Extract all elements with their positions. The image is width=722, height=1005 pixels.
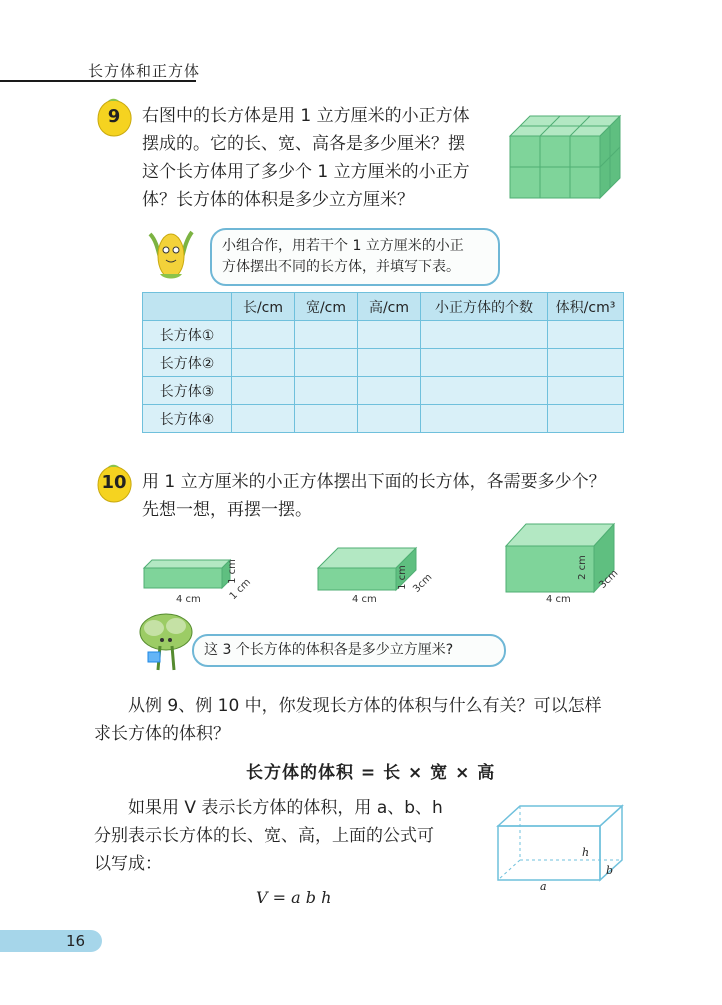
cuboid-4x3x1 (312, 540, 435, 602)
table-cell[interactable] (358, 405, 421, 433)
label-b: b (606, 864, 614, 877)
table-cell[interactable] (421, 405, 548, 433)
box3-width: 3cm (597, 567, 621, 592)
box1-width: 1 cm (227, 576, 254, 603)
table-cell[interactable] (421, 321, 548, 349)
box3-length: 4 cm (546, 594, 571, 605)
table-header-row (143, 293, 624, 321)
table-header: 长/cm (232, 293, 295, 321)
table-header: 体积/cm³ (548, 293, 624, 321)
table-cell[interactable] (232, 321, 295, 349)
chapter-title: 长方体和正方体 (88, 62, 201, 80)
cube-stack-figure (506, 112, 630, 204)
table-cell[interactable] (548, 349, 624, 377)
table-cell[interactable] (295, 321, 358, 349)
label-h: h (582, 846, 590, 859)
table-cell[interactable] (548, 405, 624, 433)
table-cell[interactable] (232, 349, 295, 377)
discussion-text: 从例 9、例 10 中，你发现长方体的体积与什么有关？可以怎样 求长方体的体积？ (94, 696, 602, 744)
volume-formula: 长方体的体积 = 长 × 宽 × 高 (246, 763, 496, 783)
table-cell[interactable] (232, 405, 295, 433)
hint-bubble-9: 小组合作，用若干个 1 立方厘米的小正 方体摆出不同的长方体，并填写下表。 (210, 228, 500, 286)
table-cell[interactable] (358, 321, 421, 349)
example-9-text: 右图中的长方体是用 1 立方厘米的小正方体 摆成的。它的长、宽、高各是多少厘米？摆 这个长方体用了多少个 1 立方厘米的小正方 体？长方体的体积是多少立方厘米？ (142, 106, 470, 210)
table-header (143, 293, 232, 321)
table-cell[interactable] (421, 349, 548, 377)
table-cell[interactable] (295, 349, 358, 377)
cuboid-table (142, 292, 624, 433)
row-label: 长方体② (143, 349, 232, 377)
table-cell[interactable] (358, 349, 421, 377)
header-rule (0, 80, 196, 82)
example-9-badge: 9 (94, 98, 134, 138)
table-cell[interactable] (295, 377, 358, 405)
table-cell[interactable] (421, 377, 548, 405)
table-cell[interactable] (548, 321, 624, 349)
box3-height: 2 cm (576, 555, 588, 580)
table-cell[interactable] (232, 377, 295, 405)
table-row (143, 349, 624, 377)
page-number-tab (0, 930, 102, 952)
corn-mascot-icon (142, 224, 208, 284)
box2-length: 4 cm (352, 594, 377, 605)
table-header: 宽/cm (295, 293, 358, 321)
table-cell[interactable] (295, 405, 358, 433)
example-10-badge: 10 (94, 464, 134, 504)
table-header: 高/cm (358, 293, 421, 321)
row-label: 长方体① (143, 321, 232, 349)
box2-height: 1 cm (396, 565, 408, 590)
label-a: a (540, 880, 547, 893)
wireframe-cuboid (492, 800, 632, 894)
box1-length: 4 cm (176, 594, 201, 605)
table-row (143, 377, 624, 405)
letters-text: 如果用 V 表示长方体的体积，用 a、b、h 分别表示长方体的长、宽、高，上面的公式可 以写成： (94, 798, 443, 874)
box1-height: 1 cm (226, 559, 238, 584)
table-row (143, 405, 624, 433)
table-header: 小正方体的个数 (421, 293, 548, 321)
row-label: 长方体③ (143, 377, 232, 405)
letter-formula: V = a b h (256, 888, 332, 907)
table-row (143, 321, 624, 349)
table-cell[interactable] (358, 377, 421, 405)
vegetable-mascot-icon (134, 610, 198, 676)
row-label: 长方体④ (143, 405, 232, 433)
example-10-text: 用 1 立方厘米的小正方体摆出下面的长方体，各需要多少个？ 先想一想，再摆一摆。 (142, 472, 606, 520)
table-cell[interactable] (548, 377, 624, 405)
hint-bubble-10: 这 3 个长方体的体积各是多少立方厘米? (192, 634, 506, 667)
page-number: 16 (66, 932, 86, 950)
box2-width: 3cm (411, 571, 435, 596)
